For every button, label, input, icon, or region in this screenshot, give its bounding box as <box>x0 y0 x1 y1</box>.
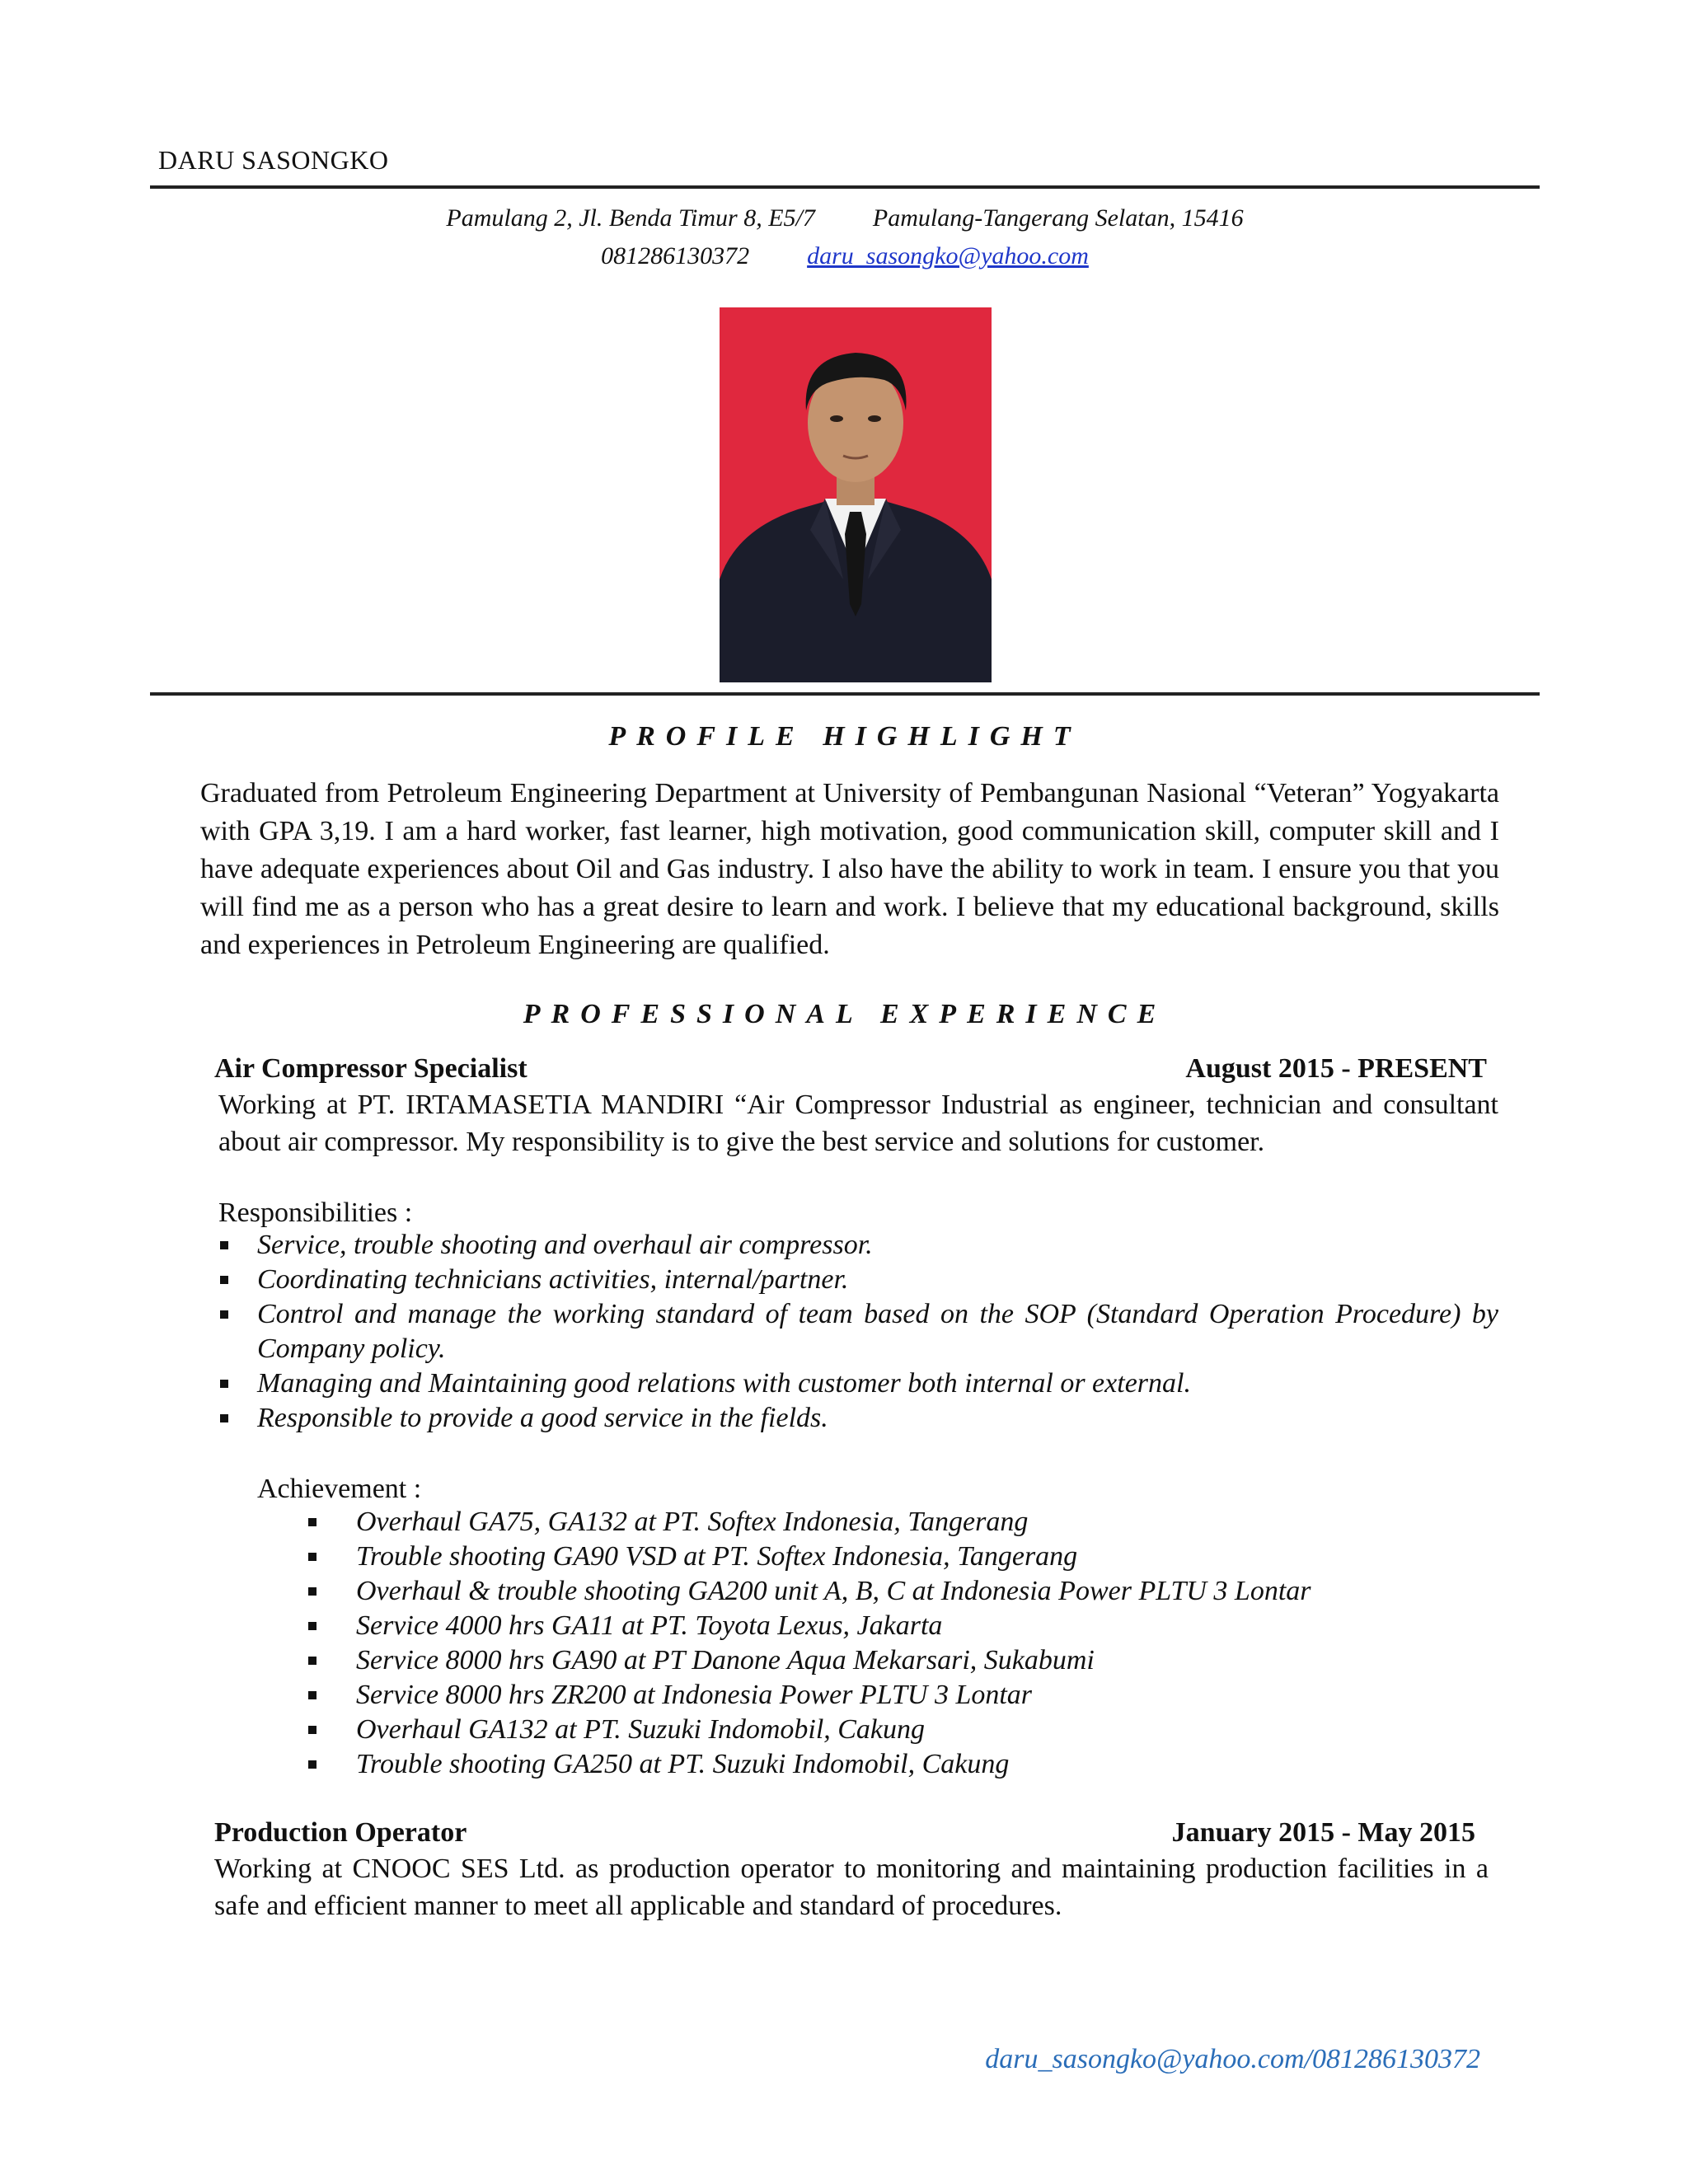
city-address: Pamulang-Tangerang Selatan, 15416 <box>872 204 1244 232</box>
achievement-label: Achievement : <box>257 1474 422 1504</box>
list-item: Trouble shooting GA250 at PT. Suzuki Indomobil, Cakung <box>307 1747 1502 1782</box>
candidate-name: DARU SASONGKO <box>158 145 389 175</box>
job-period: August 2015 - PRESENT <box>1185 1053 1487 1084</box>
portrait-photo-icon <box>720 307 992 682</box>
email-link[interactable]: daru_sasongko@yahoo.com <box>807 242 1089 269</box>
job-description: Working at PT. IRTAMASETIA MANDIRI “Air Compressor Industrial as engineer, technician and consultant about air compressor. My responsibility is to give the best service and solutions for customer. <box>218 1090 1498 1157</box>
phone-number: 081286130372 <box>601 242 750 269</box>
square-bullet-icon <box>308 1587 316 1596</box>
header-divider <box>150 185 1540 189</box>
profile-heading: PROFILE HIGHLIGHT <box>608 721 1081 752</box>
street-address: Pamulang 2, Jl. Benda Timur 8, E5/7 <box>446 204 815 232</box>
portrait-photo <box>720 307 992 682</box>
list-item: Managing and Maintaining good relations with customer both internal or external. <box>218 1366 1498 1401</box>
job-title: Production Operator <box>214 1817 467 1848</box>
list-item: Overhaul GA75, GA132 at PT. Softex Indonesia, Tangerang <box>307 1505 1502 1540</box>
square-bullet-icon <box>308 1553 316 1561</box>
job-description: Working at CNOOC SES Ltd. as production operator to monitoring and maintaining production facilities in a safe and efficient manner to meet all applicable and standard of procedures. <box>214 1854 1489 1921</box>
list-item: Overhaul & trouble shooting GA200 unit A, B, C at Indonesia Power PLTU 3 Lontar <box>307 1574 1502 1609</box>
address-line <box>150 204 1540 232</box>
list-item: Responsible to provide a good service in the fields. <box>218 1401 1498 1436</box>
job-period: January 2015 - May 2015 <box>1171 1817 1475 1848</box>
list-item: Coordinating technicians activities, internal/partner. <box>218 1263 1498 1297</box>
square-bullet-icon <box>220 1310 228 1319</box>
square-bullet-icon <box>220 1380 228 1388</box>
square-bullet-icon <box>308 1691 316 1699</box>
list-item: Overhaul GA132 at PT. Suzuki Indomobil, Cakung <box>307 1713 1502 1747</box>
responsibilities-list <box>218 1228 1498 1436</box>
list-item: Service, trouble shooting and overhaul air compressor. <box>218 1228 1498 1263</box>
photo-divider <box>150 692 1540 696</box>
square-bullet-icon <box>220 1276 228 1284</box>
square-bullet-icon <box>308 1622 316 1630</box>
list-item: Control and manage the working standard of team based on the SOP (Standard Operation Procedure) by Company policy. <box>218 1297 1498 1366</box>
list-item: Trouble shooting GA90 VSD at PT. Softex Indonesia, Tangerang <box>307 1540 1502 1574</box>
contact-line <box>150 242 1540 270</box>
profile-paragraph: Graduated from Petroleum Engineering Department at University of Pembangunan Nasional “Veteran” Yogyakarta with GPA 3,19. I am a hard worker, fast learner, high motivation, good communication skill, computer skill and I have adequate experiences about Oil and Gas industry. I also have the ability to work in team. I ensure you that you will find me as a person who has a great desire to learn and work. I believe that my educational background, skills and experiences in Petroleum Engineering are qualified. <box>200 778 1499 960</box>
achievement-list <box>307 1505 1502 1782</box>
square-bullet-icon <box>308 1657 316 1665</box>
square-bullet-icon <box>308 1760 316 1769</box>
square-bullet-icon <box>308 1726 316 1734</box>
square-bullet-icon <box>220 1414 228 1422</box>
list-item: Service 8000 hrs GA90 at PT Danone Aqua Mekarsari, Sukabumi <box>307 1643 1502 1678</box>
square-bullet-icon <box>308 1518 316 1526</box>
footer-contact: daru_sasongko@yahoo.com/081286130372 <box>985 2044 1480 2074</box>
experience-heading: PROFESSIONAL EXPERIENCE <box>523 999 1167 1029</box>
job-title: Air Compressor Specialist <box>214 1053 528 1084</box>
square-bullet-icon <box>220 1241 228 1249</box>
responsibilities-label: Responsibilities : <box>218 1197 413 1228</box>
list-item: Service 4000 hrs GA11 at PT. Toyota Lexus, Jakarta <box>307 1609 1502 1643</box>
list-item: Service 8000 hrs ZR200 at Indonesia Power PLTU 3 Lontar <box>307 1678 1502 1713</box>
